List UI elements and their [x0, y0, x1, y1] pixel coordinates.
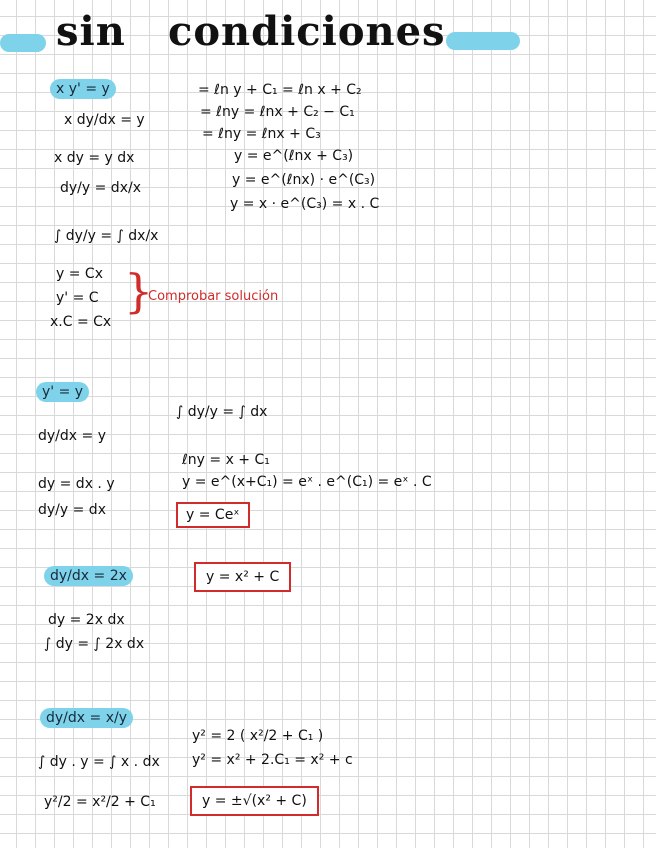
s1-header: x y' = y: [50, 79, 116, 99]
s1-left-6: y' = C: [56, 290, 99, 306]
s1-left-2: x dy = y dx: [54, 150, 135, 166]
s4-right-1: y² = 2 ( x²/2 + C₁ ): [192, 728, 324, 744]
s1-left-5: y = Cx: [56, 266, 103, 282]
s4-right-2: y² = x² + 2.C₁ = x² + c: [192, 752, 353, 768]
s4-answer-box: y = ±√(x² + C): [190, 786, 319, 816]
s2-answer-box: y = Ceˣ: [176, 502, 250, 528]
s3-left-1: dy = 2x dx: [48, 612, 125, 628]
s1-left-7: x.C = Cx: [50, 314, 112, 330]
s2-right-1: ∫ dy/y = ∫ dx: [176, 404, 268, 420]
s1-right-2: = ℓny = ℓnx + C₂ − C₁: [200, 104, 355, 120]
s4-left-1: ∫ dy . y = ∫ x . dx: [38, 754, 160, 770]
s2-header: y' = y: [36, 382, 89, 402]
s3-header: dy/dx = 2x: [44, 566, 133, 586]
s2-right-2: ℓny = x + C₁: [182, 452, 270, 468]
s1-right-1: = ℓn y + C₁ = ℓn x + C₂: [198, 82, 362, 98]
s2-left-1: dy/dx = y: [38, 428, 106, 444]
s4-left-2: y²/2 = x²/2 + C₁: [44, 794, 156, 810]
title-left-bar: [0, 34, 46, 52]
s1-left-1: x dy/dx = y: [64, 112, 145, 128]
s1-left-4: ∫ dy/y = ∫ dx/x: [54, 228, 159, 244]
s3-answer-box: y = x² + C: [194, 562, 291, 592]
s1-check-note: Comprobar solución: [148, 289, 279, 304]
s2-right-3: y = e^(x+C₁) = eˣ . e^(C₁) = eˣ . C: [182, 474, 432, 490]
s1-right-5: y = e^(ℓnx) · e^(C₃): [232, 172, 376, 188]
s2-left-2: dy = dx . y: [38, 476, 115, 492]
title-right-bar: [446, 32, 520, 50]
title-word-sin: sin: [56, 8, 126, 55]
s1-right-6: y = x · e^(C₃) = x . C: [230, 196, 380, 212]
s1-right-4: y = e^(ℓnx + C₃): [234, 148, 354, 164]
s1-red-brace: }: [124, 264, 154, 318]
s2-left-3: dy/y = dx: [38, 502, 106, 518]
s4-header: dy/dx = x/y: [40, 708, 133, 728]
s3-left-2: ∫ dy = ∫ 2x dx: [44, 636, 145, 652]
s1-left-3: dy/y = dx/x: [60, 180, 141, 196]
s1-right-3: = ℓny = ℓnx + C₃: [202, 126, 321, 142]
title-word-condiciones: condiciones: [168, 8, 446, 55]
